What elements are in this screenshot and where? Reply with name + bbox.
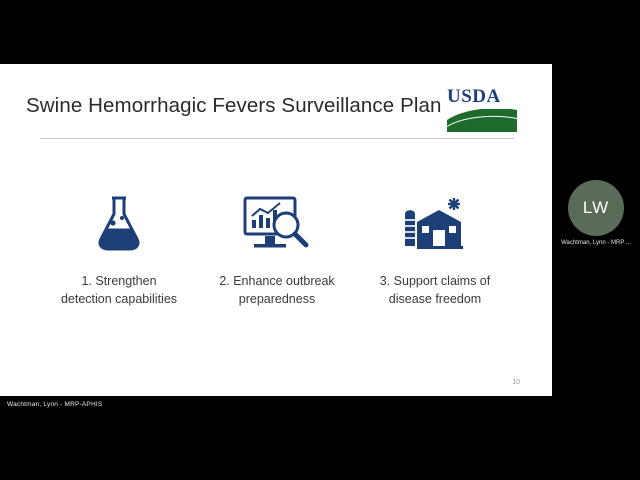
usda-logo xyxy=(447,87,517,135)
slide-column-caption: 2. Enhance outbreak preparedness xyxy=(219,274,335,306)
monitor-chart-magnifier-icon xyxy=(240,182,314,254)
presenter-name-label: Wachtman, Lynn - MRP-APHIS xyxy=(7,401,103,408)
barn-farm-icon xyxy=(395,182,475,254)
usda-wordmark: USDA xyxy=(447,86,501,107)
usda-swoosh-icon xyxy=(447,109,517,133)
slide-column-caption: 1. Strengthen detection capabilities xyxy=(60,274,178,306)
title-divider xyxy=(40,138,514,139)
participant-tile[interactable] xyxy=(552,176,640,276)
slide-column-caption: 3. Support claims of disease freedom xyxy=(379,274,491,306)
participant-name-label: Wachtman, Lynn - MRP ... xyxy=(561,240,631,246)
slide-column xyxy=(356,182,514,308)
slide-title: Swine Hemorrhagic Fevers Surveillance Plan xyxy=(26,94,442,117)
slide-column xyxy=(198,182,356,308)
slide-column xyxy=(40,182,198,308)
slide-columns xyxy=(40,182,514,308)
presentation-slide[interactable] xyxy=(0,64,552,396)
avatar: LW xyxy=(568,180,624,236)
flask-icon xyxy=(91,182,147,254)
presenter-name-bar xyxy=(0,396,552,418)
slide-number: 10 xyxy=(512,379,520,386)
